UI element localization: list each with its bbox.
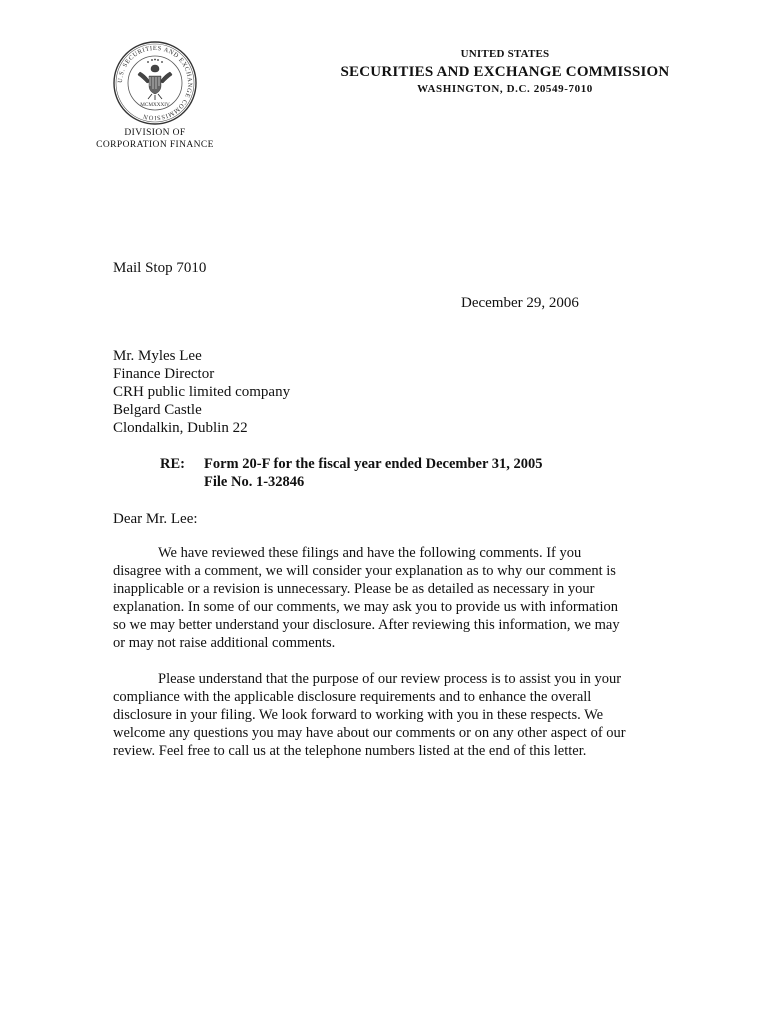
paragraph-2 bbox=[113, 670, 626, 760]
recipient-company: CRH public limited company bbox=[113, 384, 291, 400]
letter-date: December 29, 2006 bbox=[461, 295, 579, 311]
sec-seal-icon bbox=[112, 40, 198, 126]
paragraph-line: inapplicable or a revision is unnecessary. Please be as detailed as necessary in your bbox=[113, 581, 595, 597]
re-line-form: Form 20-F for the fiscal year ended December 31, 2005 bbox=[204, 456, 543, 472]
re-label: RE: bbox=[160, 456, 185, 472]
paragraph-line: disagree with a comment, we will consider your explanation as to why our comment is bbox=[113, 563, 616, 579]
paragraph-line: We have reviewed these filings and have the following comments. If you bbox=[158, 545, 582, 561]
paragraph-line: so we may better understand your disclosure. After reviewing this information, we may bbox=[113, 617, 620, 633]
seal-ring-text: U.S. SECURITIES AND EXCHANGE COMMISSION bbox=[116, 44, 194, 122]
paragraph-line: welcome any questions you may have about our comments or on any other aspect of our bbox=[113, 725, 626, 741]
paragraph-line: compliance with the applicable disclosure requirements and to enhance the overall bbox=[113, 689, 592, 705]
recipient-city: Clondalkin, Dublin 22 bbox=[113, 420, 248, 436]
recipient-name: Mr. Myles Lee bbox=[113, 348, 202, 364]
paragraph-line: disclosure in your filing. We look forward to working with you in these respects. We bbox=[113, 707, 604, 723]
division-line-1: DIVISION OF bbox=[124, 128, 186, 138]
recipient-title: Finance Director bbox=[113, 366, 215, 382]
header-country: UNITED STATES bbox=[460, 48, 550, 60]
division-line-2: CORPORATION FINANCE bbox=[96, 140, 214, 150]
division-label bbox=[90, 127, 220, 151]
seal-year: MCMXXXIV bbox=[140, 102, 170, 108]
header-agency: SECURITIES AND EXCHANGE COMMISSION bbox=[340, 64, 670, 80]
paragraph-line: review. Feel free to call us at the telephone numbers listed at the end of this letter. bbox=[113, 743, 587, 759]
paragraph-line: Please understand that the purpose of our review process is to assist you in your bbox=[158, 671, 622, 687]
paragraph-line: explanation. In some of our comments, we may ask you to provide us with information bbox=[113, 599, 618, 615]
recipient-address bbox=[113, 347, 290, 437]
mail-stop: Mail Stop 7010 bbox=[113, 260, 207, 276]
header-address: WASHINGTON, D.C. 20549-7010 bbox=[417, 83, 593, 95]
re-line-file: File No. 1-32846 bbox=[204, 474, 305, 490]
paragraph-line: or may not raise additional comments. bbox=[113, 635, 336, 651]
paragraph-1 bbox=[113, 544, 620, 652]
salutation: Dear Mr. Lee: bbox=[113, 511, 198, 527]
recipient-street: Belgard Castle bbox=[113, 402, 202, 418]
